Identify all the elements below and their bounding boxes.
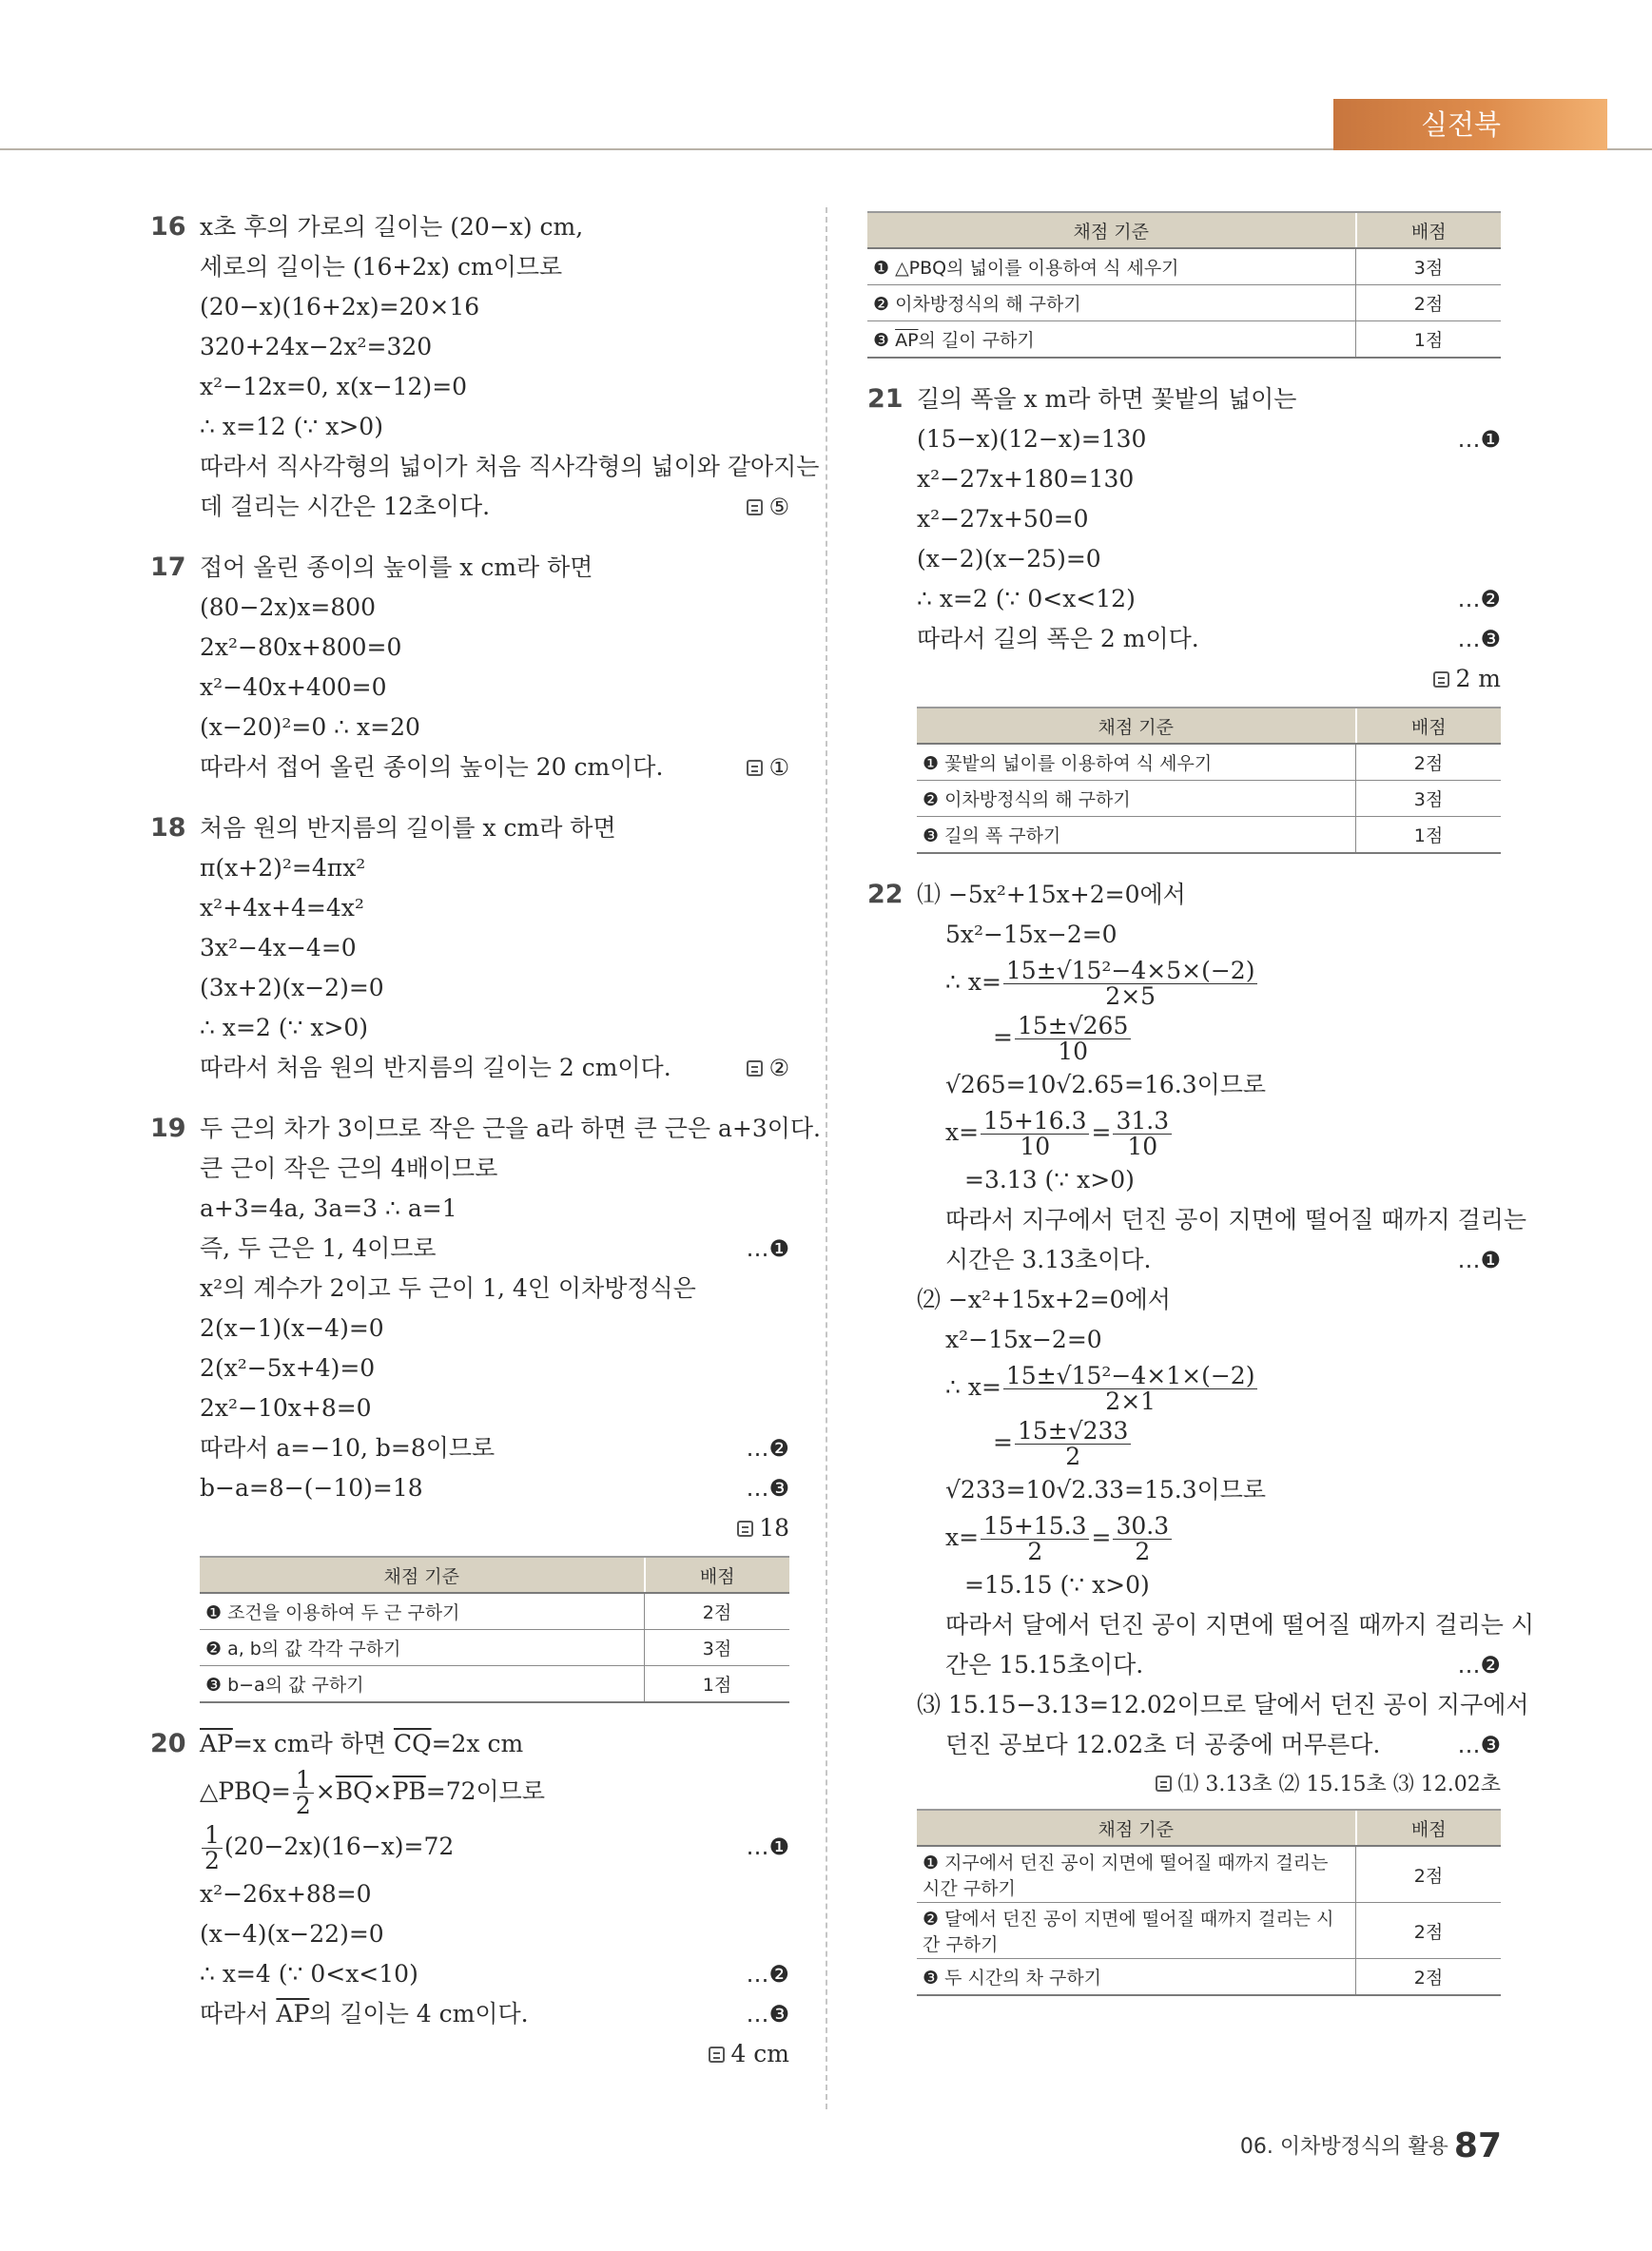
denominator: 2 (295, 1792, 311, 1819)
scoring-table (200, 1556, 789, 1703)
answer-icon (1156, 1776, 1172, 1792)
points-cell: 2점 (1356, 285, 1502, 321)
solution-line (200, 1994, 789, 2034)
table-header-row (867, 212, 1501, 248)
solution-line: x²+4x+4=4x² (200, 894, 364, 922)
step-marker: …❷ (746, 1961, 789, 1988)
numerator: 1 (293, 1768, 314, 1794)
solution-line: =15.15 (∵ x>0) (964, 1571, 1150, 1599)
answer (917, 659, 1501, 699)
problem-number: 19 (150, 1114, 186, 1143)
denominator: 10 (1020, 1133, 1051, 1160)
points-cell: 2점 (1356, 744, 1502, 781)
solution-text: =2x cm (431, 1730, 524, 1757)
fraction (981, 1514, 1089, 1564)
page-number: 87 (1453, 2126, 1502, 2165)
solution-line (917, 419, 1501, 459)
solution-line (917, 955, 1501, 1010)
problem-19 (150, 1109, 821, 1703)
table-row (867, 285, 1501, 321)
numerator: 15+15.3 (981, 1514, 1089, 1540)
solution-line (200, 1229, 789, 1269)
fraction (1015, 1014, 1131, 1064)
step-marker: …❶ (746, 1235, 789, 1262)
points-header: 배점 (1356, 708, 1502, 744)
problem-17 (150, 548, 789, 787)
problem-16 (150, 207, 820, 527)
fraction (293, 1768, 314, 1818)
solution-line: (3x+2)(x−2)=0 (200, 974, 384, 1001)
problem-number: 17 (150, 553, 186, 582)
solution-text: (15−x)(12−x)=130 (917, 425, 1147, 453)
denominator: 10 (1058, 1038, 1089, 1065)
table-header-row (200, 1557, 789, 1593)
problem-number: 21 (867, 384, 904, 414)
solution-text: 던진 공보다 12.02초 더 공중에 머무른다. (945, 1731, 1381, 1758)
solution-line: 큰 근이 작은 근의 4배이므로 (200, 1155, 498, 1182)
solution-line: √265=10√2.65=16.3이므로 (945, 1071, 1267, 1098)
step-marker: …❶ (1457, 426, 1501, 453)
table-row (917, 817, 1501, 854)
criteria-header: 채점 기준 (917, 1810, 1356, 1846)
answer-icon (747, 760, 763, 776)
scoring-table (917, 1809, 1501, 1996)
scoring-table (917, 707, 1501, 854)
solution-line (917, 619, 1501, 659)
solution-line: 5x²−15x−2=0 (945, 921, 1118, 948)
criteria-header: 채점 기준 (917, 708, 1356, 744)
solution-line (200, 1724, 789, 1764)
solution-text: 따라서 길의 폭은 2 m이다. (917, 625, 1199, 652)
criteria-cell: ❶ 꽃밭의 넓이를 이용하여 식 세우기 (917, 744, 1356, 781)
solution-line: ⑵ −x²+15x+2=0에서 (917, 1286, 1171, 1313)
solution-text: 데 걸리는 시간은 12초이다. (200, 493, 491, 520)
step-marker: …❸ (1457, 626, 1501, 652)
answer (747, 747, 789, 787)
solution-text: 간은 15.15초이다. (945, 1651, 1144, 1679)
solution-line: 접어 올린 종이의 높이를 x cm라 하면 (200, 553, 593, 581)
solution-line: 따라서 달에서 던진 공이 지면에 떨어질 때까지 걸리는 시 (945, 1611, 1535, 1639)
solution-line: x²의 계수가 2이고 두 근이 1, 4인 이차방정식은 (200, 1274, 696, 1302)
problem-number: 18 (150, 813, 186, 843)
answer (747, 487, 789, 527)
solution-text: (20−2x)(16−x)=72 (224, 1833, 455, 1860)
problem-18 (150, 808, 789, 1088)
criteria-cell: ❶ 지구에서 던진 공이 지면에 떨어질 때까지 걸리는 시간 구하기 (917, 1846, 1356, 1903)
denominator: 2×1 (1105, 1387, 1156, 1415)
solution-line (917, 1010, 1501, 1065)
solution-text: ∴ x=2 (∵ 0<x<12) (917, 585, 1136, 612)
table-row (917, 1903, 1501, 1959)
fraction (981, 1109, 1089, 1159)
answer-icon (709, 2047, 725, 2063)
answer-icon (737, 1521, 753, 1537)
points-header: 배점 (1356, 1810, 1502, 1846)
solution-line: ⑴ −5x²+15x+2=0에서 (917, 881, 1186, 908)
solution-line (200, 1428, 789, 1468)
page-footer (1240, 2126, 1502, 2165)
solution-line: =3.13 (∵ x>0) (964, 1166, 1135, 1193)
points-cell: 3점 (1356, 248, 1502, 285)
table-row (867, 321, 1501, 359)
table-row (917, 1959, 1501, 1996)
answer-value: 4 cm (730, 2040, 789, 2067)
solution-line: 320+24x−2x²=320 (200, 333, 433, 360)
solution-text: x= (945, 1118, 980, 1146)
solution-line: (x−4)(x−22)=0 (200, 1920, 384, 1948)
answer-icon (747, 499, 763, 515)
solution-text: 따라서 (200, 2000, 277, 2028)
solution-line: 처음 원의 반지름의 길이를 x cm라 하면 (200, 814, 616, 842)
points-cell: 1점 (645, 1666, 790, 1703)
criteria-header: 채점 기준 (200, 1557, 645, 1593)
table-row (917, 744, 1501, 781)
problem-22 (867, 875, 1535, 1996)
points-cell: 1점 (1356, 817, 1502, 854)
solution-line: x²−27x+180=130 (917, 465, 1135, 493)
solution-line (917, 1360, 1501, 1415)
solution-text: = (1091, 1118, 1112, 1146)
solution-line (917, 1510, 1501, 1565)
step-marker: …❶ (1457, 1247, 1501, 1273)
denominator: 2 (204, 1847, 220, 1874)
fraction (1113, 1514, 1172, 1564)
solution-text: 따라서 처음 원의 반지름의 길이는 2 cm이다. (200, 1054, 671, 1081)
points-header: 배점 (645, 1557, 790, 1593)
numerator: 1 (202, 1823, 223, 1849)
chapter-title: 06. 이차방정식의 활용 (1239, 2135, 1448, 2159)
denominator: 2 (1065, 1443, 1081, 1470)
solution-line: ∴ x=12 (∵ x>0) (200, 413, 383, 440)
answer-value: ⑤ (768, 494, 789, 520)
step-marker: …❸ (746, 2001, 789, 2028)
solution-text: b−a=8−(−10)=18 (200, 1474, 423, 1502)
solution-line: 2(x²−5x+4)=0 (200, 1354, 376, 1382)
solution-line: 따라서 지구에서 던진 공이 지면에 떨어질 때까지 걸리는 (945, 1206, 1527, 1233)
table-row (917, 1846, 1501, 1903)
answer-value: ① (768, 754, 789, 781)
numerator: 15±√15²−4×1×(−2) (1003, 1364, 1258, 1389)
criteria-text: ❸ (873, 330, 896, 351)
solution-line (200, 747, 789, 787)
points-cell: 2점 (1356, 1959, 1502, 1996)
answer (747, 1048, 789, 1088)
fraction (1015, 1419, 1131, 1469)
solution-line (917, 1240, 1501, 1280)
fraction (1113, 1109, 1172, 1159)
problem-21 (867, 379, 1501, 854)
solution-text: 의 길이는 4 cm이다. (309, 2000, 529, 2028)
table-row (200, 1666, 789, 1703)
criteria-cell: ❷ 이차방정식의 해 구하기 (917, 781, 1356, 817)
segment-bq: $\overline{BQ}$ (335, 1777, 373, 1805)
step-marker: …❸ (1457, 1732, 1501, 1758)
solution-line: (x−2)(x−25)=0 (917, 545, 1101, 572)
numerator: 15±√265 (1015, 1014, 1131, 1039)
numerator: 15±√233 (1015, 1419, 1131, 1445)
answer (200, 1508, 789, 1548)
solution-line: (x−20)²=0 ∴ x=20 (200, 713, 420, 741)
section-tab: 실전북 (1333, 99, 1607, 150)
solution-text: 즉, 두 근은 1, 4이므로 (200, 1234, 437, 1262)
points-cell: 1점 (1356, 321, 1502, 359)
solution-text: = (993, 1023, 1013, 1051)
answer-value: ⑴ 3.13초 ⑵ 15.15초 ⑶ 12.02초 (1177, 1773, 1501, 1796)
solution-line: 길의 폭을 x m라 하면 꽃밭의 넓이는 (917, 385, 1297, 413)
answer-value: 18 (759, 1514, 789, 1542)
column-divider (826, 207, 827, 2109)
criteria-cell: ❶ 조건을 이용하여 두 근 구하기 (200, 1593, 645, 1630)
answer-value: 2 m (1455, 665, 1501, 692)
criteria-cell: ❶ △PBQ의 넓이를 이용하여 식 세우기 (867, 248, 1356, 285)
solution-line: x²−27x+50=0 (917, 505, 1089, 533)
solution-text: =x cm라 하면 (232, 1730, 394, 1757)
table-row (917, 781, 1501, 817)
denominator: 2 (1027, 1538, 1043, 1565)
solution-line (917, 1415, 1501, 1470)
criteria-cell: ❸ 두 시간의 차 구하기 (917, 1959, 1356, 1996)
step-marker: …❶ (746, 1834, 789, 1860)
solution-line: (20−x)(16+2x)=20×16 (200, 293, 480, 320)
answer-icon (1433, 671, 1449, 688)
solution-text: 시간은 3.13초이다. (945, 1246, 1152, 1273)
solution-line: ∴ x=2 (∵ x>0) (200, 1014, 369, 1041)
criteria-cell: ❷ a, b의 값 각각 구하기 (200, 1630, 645, 1666)
solution-text: = (1091, 1523, 1112, 1551)
criteria-cell (867, 321, 1356, 359)
step-marker: …❷ (1457, 1652, 1501, 1679)
segment-cq: $\overline{CQ}$ (393, 1730, 432, 1757)
solution-text: = (993, 1428, 1013, 1456)
solution-line (917, 1105, 1501, 1160)
solution-line: 2x²−80x+800=0 (200, 633, 402, 661)
problem-20 (150, 1724, 789, 2074)
solution-line: x초 후의 가로의 길이는 (20−x) cm, (200, 213, 584, 241)
solution-line: x²−40x+400=0 (200, 673, 387, 701)
criteria-cell: ❸ 길의 폭 구하기 (917, 817, 1356, 854)
solution-line: π(x+2)²=4πx² (200, 854, 366, 882)
points-cell: 2점 (1356, 1846, 1502, 1903)
right-column (867, 207, 1535, 2017)
table-row (867, 248, 1501, 285)
step-marker: …❷ (1457, 586, 1501, 612)
segment-pb: $\overline{PB}$ (392, 1777, 426, 1805)
answer-value: ② (768, 1055, 789, 1081)
solution-line: ⑶ 15.15−3.13=12.02이므로 달에서 던진 공이 지구에서 (917, 1691, 1529, 1718)
solution-line: x²−12x=0, x(x−12)=0 (200, 373, 468, 400)
solution-line: 세로의 길이는 (16+2x) cm이므로 (200, 253, 563, 281)
solution-line: a+3=4a, 3a=3 ∴ a=1 (200, 1194, 457, 1222)
fraction (202, 1823, 223, 1873)
step-marker: …❸ (746, 1475, 789, 1502)
solution-line (200, 1954, 789, 1994)
numerator: 15+16.3 (981, 1109, 1089, 1135)
solution-line: x²−26x+88=0 (200, 1880, 372, 1908)
segment-ap: $\overline{AP}$ (200, 1730, 233, 1757)
numerator: 31.3 (1113, 1109, 1172, 1135)
solution-text: =72이므로 (425, 1777, 545, 1805)
solution-text: × (315, 1777, 336, 1805)
answer-icon (747, 1060, 763, 1077)
numerator: 15±√15²−4×5×(−2) (1003, 959, 1258, 984)
problem-number: 22 (867, 880, 904, 909)
solution-text: x= (945, 1523, 980, 1551)
table-header-row (917, 708, 1501, 744)
solution-line (200, 1048, 789, 1088)
solution-line (917, 1645, 1501, 1685)
solution-line (200, 1819, 789, 1874)
solution-text: △PBQ= (200, 1777, 291, 1805)
points-header: 배점 (1356, 212, 1502, 248)
solution-line (200, 1468, 789, 1508)
left-column (150, 207, 821, 2095)
solution-line: (80−2x)x=800 (200, 593, 377, 621)
solution-line (200, 487, 789, 527)
criteria-cell: ❷ 이차방정식의 해 구하기 (867, 285, 1356, 321)
solution-line: 2x²−10x+8=0 (200, 1394, 372, 1422)
points-cell: 2점 (645, 1593, 790, 1630)
points-cell: 3점 (645, 1630, 790, 1666)
problem-number: 16 (150, 212, 186, 242)
answer (917, 1765, 1501, 1805)
solution-line: 따라서 직사각형의 넓이가 처음 직사각형의 넓이와 같아지는 (200, 453, 820, 480)
solution-text: ∴ x= (945, 968, 1001, 996)
solution-line: x²−15x−2=0 (945, 1326, 1102, 1353)
criteria-cell: ❷ 달에서 던진 공이 지면에 떨어질 때까지 걸리는 시간 구하기 (917, 1903, 1356, 1959)
solution-text: 따라서 a=−10, b=8이므로 (200, 1434, 496, 1462)
segment-ap: $\overline{AP}$ (276, 2000, 310, 2028)
solution-text: 따라서 접어 올린 종이의 높이는 20 cm이다. (200, 753, 664, 781)
points-cell: 2점 (1356, 1903, 1502, 1959)
fraction (1003, 1364, 1258, 1414)
scoring-table (867, 211, 1501, 359)
table-row (200, 1630, 789, 1666)
solution-line (917, 1725, 1501, 1765)
solution-text: ∴ x= (945, 1373, 1001, 1401)
solution-line: √233=10√2.33=15.3이므로 (945, 1476, 1267, 1504)
table-row (200, 1593, 789, 1630)
problem-number: 20 (150, 1729, 186, 1758)
solution-line: 두 근의 차가 3이므로 작은 근을 a라 하면 큰 근은 a+3이다. (200, 1115, 821, 1142)
solution-line (917, 579, 1501, 619)
table-header-row (917, 1810, 1501, 1846)
solution-text: × (372, 1777, 393, 1805)
solution-line: 3x²−4x−4=0 (200, 934, 357, 961)
fraction (1003, 959, 1258, 1009)
solution-line (200, 1764, 789, 1819)
segment-ap: $\overline{AP}$ (895, 330, 919, 351)
criteria-text: 의 길이 구하기 (918, 330, 1035, 351)
solution-line: 2(x−1)(x−4)=0 (200, 1314, 384, 1342)
numerator: 30.3 (1113, 1514, 1172, 1540)
solution-text: ∴ x=4 (∵ 0<x<10) (200, 1960, 418, 1988)
denominator: 2×5 (1105, 982, 1156, 1010)
denominator: 10 (1127, 1133, 1158, 1160)
step-marker: …❷ (746, 1435, 789, 1462)
denominator: 2 (1135, 1538, 1151, 1565)
criteria-header: 채점 기준 (867, 212, 1356, 248)
answer (200, 2034, 789, 2074)
criteria-cell: ❸ b−a의 값 구하기 (200, 1666, 645, 1703)
points-cell: 3점 (1356, 781, 1502, 817)
